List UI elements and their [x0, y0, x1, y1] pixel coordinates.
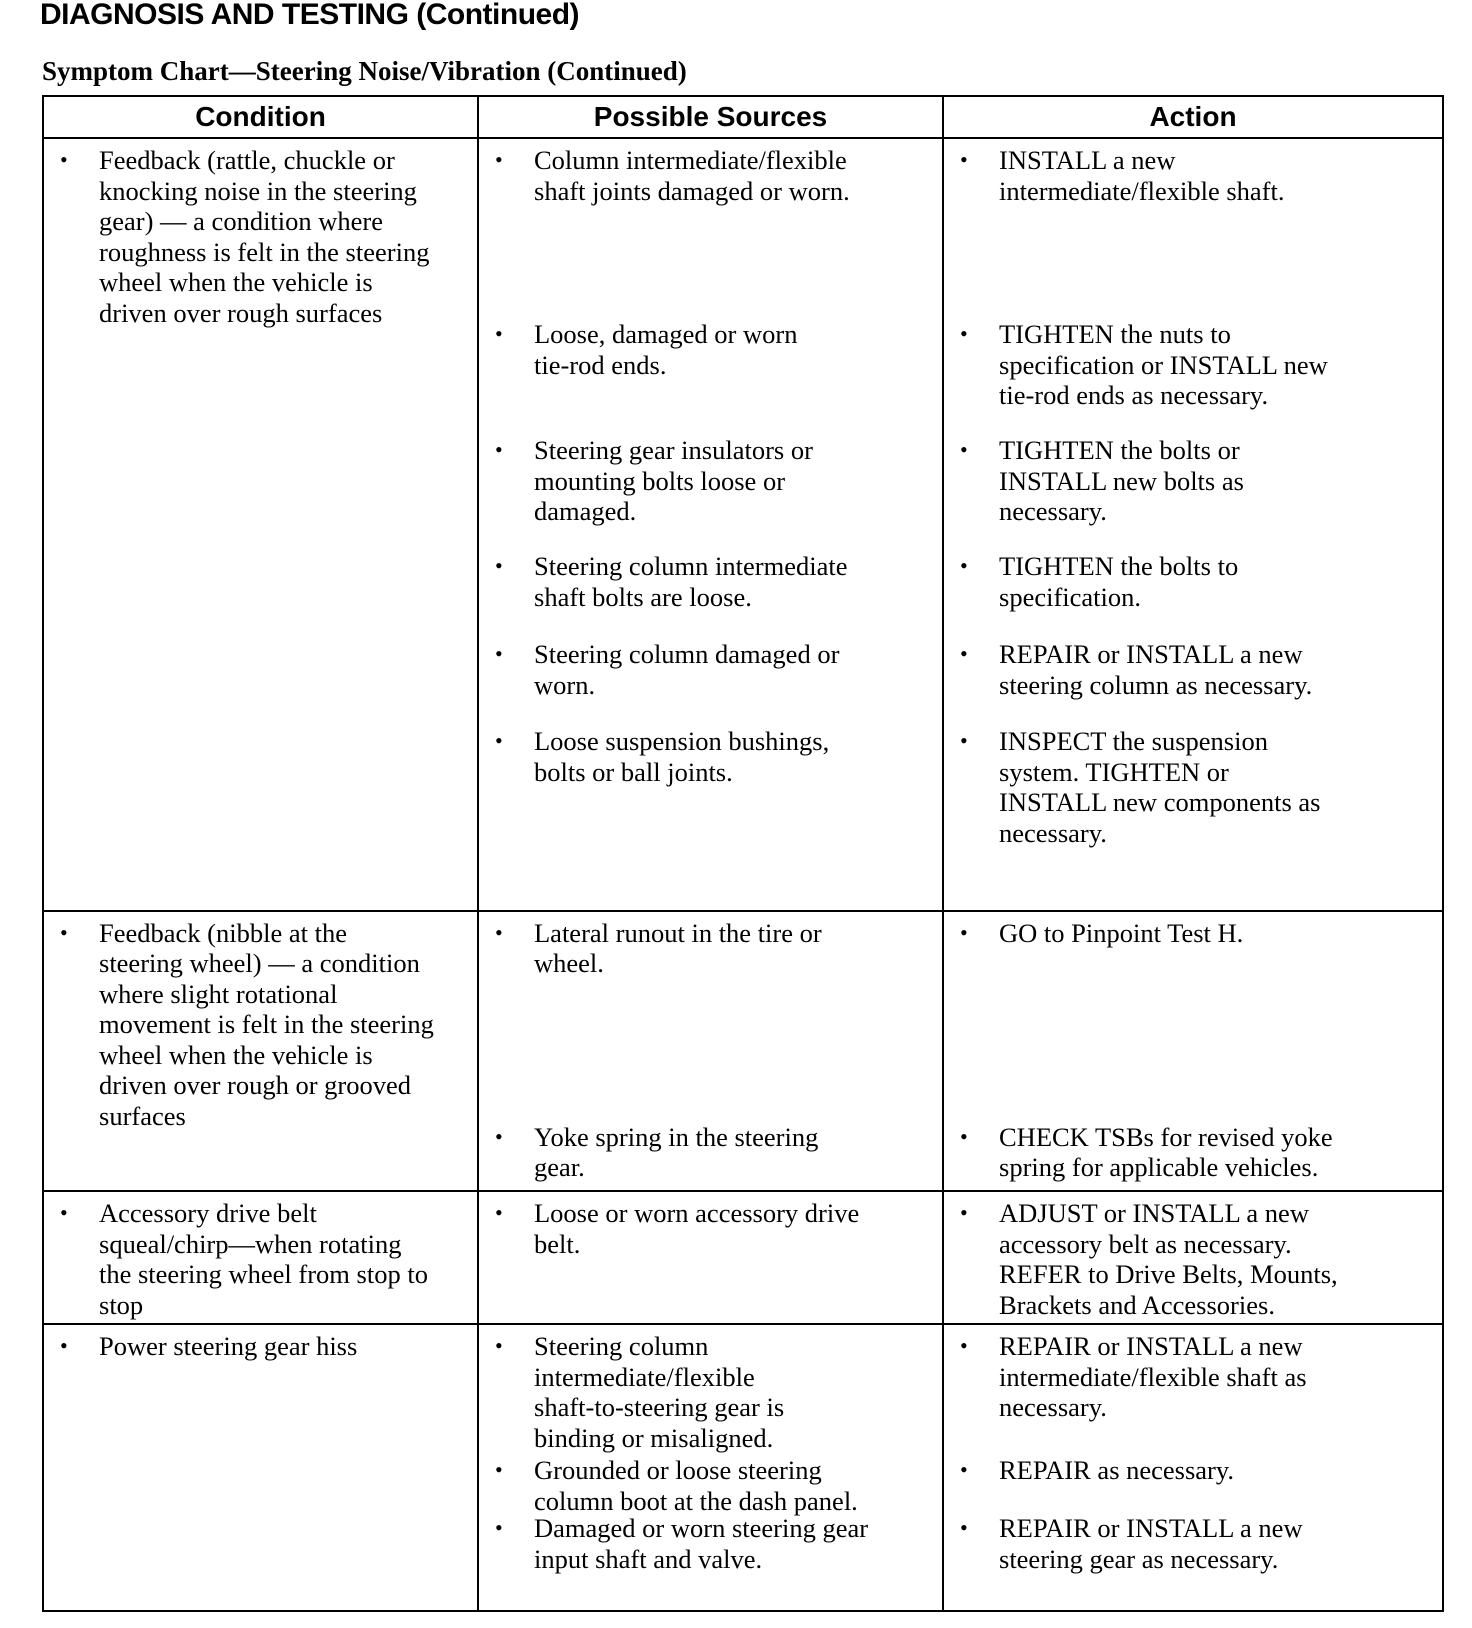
- text-line: • Grounded or loose steering: [534, 1455, 822, 1486]
- text-line: necessary.: [999, 1392, 1107, 1423]
- possible-source-item: [489, 726, 829, 787]
- text-line: wheel when the vehicle is: [99, 267, 373, 297]
- text-line: • TIGHTEN the bolts or: [999, 435, 1240, 465]
- text-line: • INSTALL a new: [999, 145, 1176, 175]
- text-line: squeal/chirp—when rotating: [99, 1228, 402, 1259]
- text-line: spring for applicable vehicles.: [999, 1152, 1319, 1183]
- text-line: driven over rough or grooved: [99, 1070, 412, 1101]
- text-line: system. TIGHTEN or: [999, 756, 1229, 787]
- text-line: steering column as necessary.: [999, 669, 1313, 700]
- text-line: wheel.: [534, 948, 604, 979]
- text-line: • ADJUST or INSTALL a new: [999, 1198, 1309, 1229]
- possible-source-item: [489, 918, 822, 979]
- text-line: • Steering gear insulators or: [534, 435, 813, 465]
- text-line: knocking noise in the steering: [99, 175, 417, 206]
- possible-source-item: [489, 1198, 859, 1259]
- text-line: • Feedback (nibble at the: [99, 917, 347, 948]
- text-line: steering wheel) — a condition: [99, 948, 420, 979]
- text-line: accessory belt as necessary.: [999, 1228, 1292, 1259]
- possible-sources-cell: [478, 911, 943, 1192]
- text-line: • Feedback (rattle, chuckle or: [99, 145, 395, 175]
- column-header-condition: Condition: [43, 96, 478, 138]
- text-line: • GO to Pinpoint Test H.: [999, 917, 1244, 948]
- text-line: surfaces: [99, 1100, 186, 1131]
- text-line: driven over rough surfaces: [99, 297, 383, 328]
- condition-cell: [43, 138, 478, 911]
- text-line: • Damaged or worn steering gear: [534, 1513, 869, 1544]
- action-item: [954, 1122, 1333, 1183]
- text-line: necessary.: [999, 817, 1107, 848]
- text-line: • REPAIR as necessary.: [999, 1455, 1235, 1486]
- table-row: [43, 1191, 1443, 1324]
- possible-source-item: [489, 319, 797, 380]
- text-line: roughness is felt in the steering: [99, 236, 430, 267]
- text-line: gear) — a condition where: [99, 206, 384, 236]
- table-row: [43, 1324, 1443, 1611]
- column-header-possible-sources: Possible Sources: [478, 96, 943, 138]
- text-line: • INSPECT the suspension: [999, 726, 1268, 756]
- text-line: INSTALL new bolts as: [999, 465, 1244, 496]
- action-item: [954, 918, 1243, 949]
- action-item: [954, 551, 1238, 612]
- condition-cell: [43, 1191, 478, 1324]
- text-line: • CHECK TSBs for revised yoke: [999, 1121, 1333, 1152]
- text-line: the steering wheel from stop to: [99, 1259, 428, 1290]
- text-line: steering gear as necessary.: [999, 1543, 1279, 1574]
- possible-source-item: [489, 1455, 858, 1516]
- section-title: DIAGNOSIS AND TESTING (Continued): [40, 0, 580, 31]
- possible-sources-cell: [478, 138, 943, 911]
- text-line: tie-rod ends.: [534, 349, 667, 380]
- action-item: [954, 1331, 1307, 1423]
- text-line: • Accessory drive belt: [99, 1198, 317, 1229]
- text-line: • REPAIR or INSTALL a new: [999, 639, 1303, 669]
- text-line: specification or INSTALL new: [999, 349, 1328, 380]
- possible-sources-cell: [478, 1191, 943, 1324]
- text-line: INSTALL new components as: [999, 787, 1321, 817]
- text-line: • TIGHTEN the bolts to: [999, 551, 1239, 581]
- action-item: [954, 726, 1320, 848]
- text-line: • Lateral runout in the tire or: [534, 917, 822, 948]
- text-line: wheel when the vehicle is: [99, 1039, 373, 1070]
- table-row: [43, 911, 1443, 1192]
- action-cell: [943, 138, 1443, 911]
- text-line: tie-rod ends as necessary.: [999, 380, 1269, 410]
- action-cell: [943, 1191, 1443, 1324]
- action-item: [954, 1513, 1303, 1574]
- action-item: [954, 639, 1312, 700]
- text-line: • Steering column damaged or: [534, 639, 840, 669]
- possible-source-item: [489, 1331, 784, 1453]
- text-line: worn.: [534, 669, 596, 700]
- text-line: movement is felt in the steering: [99, 1009, 434, 1040]
- condition-cell: [43, 1324, 478, 1611]
- text-line: belt.: [534, 1228, 581, 1259]
- text-line: necessary.: [999, 496, 1107, 526]
- condition-item: [54, 918, 434, 1132]
- possible-source-item: [489, 435, 813, 527]
- text-line: shaft bolts are loose.: [534, 581, 752, 612]
- text-line: • Loose suspension bushings,: [534, 726, 830, 756]
- text-line: • REPAIR or INSTALL a new: [999, 1513, 1303, 1544]
- possible-sources-cell: [478, 1324, 943, 1611]
- action-cell: [943, 1324, 1443, 1611]
- condition-item: [54, 145, 429, 328]
- text-line: • Steering column: [534, 1331, 709, 1362]
- text-line: intermediate/flexible: [534, 1361, 755, 1392]
- text-line: stop: [99, 1289, 144, 1320]
- text-line: • Power steering gear hiss: [99, 1331, 358, 1362]
- action-item: [954, 1455, 1234, 1486]
- text-line: REFER to Drive Belts, Mounts,: [999, 1259, 1338, 1290]
- action-item: [954, 319, 1328, 411]
- text-line: input shaft and valve.: [534, 1543, 763, 1574]
- text-line: • Steering column intermediate: [534, 551, 848, 581]
- text-line: • REPAIR or INSTALL a new: [999, 1331, 1303, 1362]
- possible-source-item: [489, 145, 850, 206]
- text-line: where slight rotational: [99, 978, 338, 1009]
- text-line: • Loose or worn accessory drive: [534, 1198, 860, 1229]
- text-line: column boot at the dash panel.: [534, 1485, 858, 1516]
- text-line: • Column intermediate/flexible: [534, 145, 847, 175]
- text-line: intermediate/flexible shaft.: [999, 175, 1285, 206]
- action-item: [954, 1198, 1338, 1320]
- text-line: shaft-to-steering gear is: [534, 1392, 785, 1423]
- action-cell: [943, 911, 1443, 1192]
- chart-title: Symptom Chart—Steering Noise/Vibration (Continued): [42, 56, 687, 86]
- text-line: shaft joints damaged or worn.: [534, 175, 850, 206]
- text-line: gear.: [534, 1152, 585, 1183]
- possible-source-item: [489, 1122, 818, 1183]
- text-line: Brackets and Accessories.: [999, 1289, 1275, 1320]
- possible-source-item: [489, 1513, 868, 1574]
- text-line: binding or misaligned.: [534, 1422, 774, 1453]
- table-row: [43, 138, 1443, 911]
- table-header-row: [43, 96, 1443, 138]
- text-line: • Loose, damaged or worn: [534, 319, 798, 349]
- condition-cell: [43, 911, 478, 1192]
- text-line: • Yoke spring in the steering: [534, 1121, 819, 1152]
- column-header-action: Action: [943, 96, 1443, 138]
- symptom-chart-table: [42, 95, 1444, 1612]
- text-line: mounting bolts loose or: [534, 465, 786, 496]
- condition-item: [54, 1331, 357, 1362]
- text-line: specification.: [999, 581, 1142, 612]
- condition-item: [54, 1198, 428, 1320]
- action-item: [954, 435, 1244, 527]
- text-line: bolts or ball joints.: [534, 756, 733, 787]
- text-line: damaged.: [534, 496, 637, 526]
- possible-source-item: [489, 639, 839, 700]
- possible-source-item: [489, 551, 847, 612]
- action-item: [954, 145, 1285, 206]
- text-line: • TIGHTEN the nuts to: [999, 319, 1231, 349]
- text-line: intermediate/flexible shaft as: [999, 1361, 1307, 1392]
